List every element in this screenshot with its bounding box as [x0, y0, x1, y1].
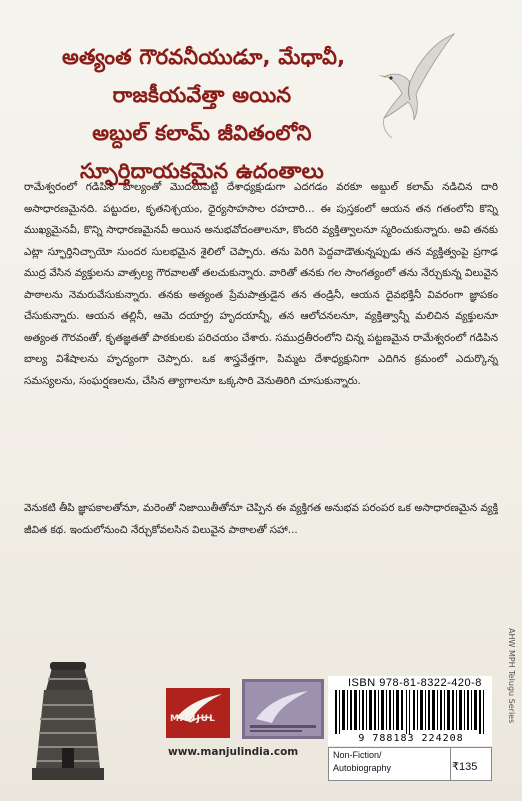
manjul-logo-text: MANJUL	[170, 714, 216, 724]
barcode-digits: 9 788183 224208	[358, 733, 464, 744]
barcode	[333, 690, 487, 734]
category-line-2: Autobiography	[333, 763, 392, 773]
description-paragraph-1: రామేశ్వరంలో గడిపిన బాల్యంతో మొదలుపెట్టి దేశాధ్యక్షుడుగా ఎదగడం వరకూ అబ్దుల్ కలామ్ నడిచిన దారి అసాధారణమైనది. పట్టుదల, కృతనిశ్చయం, ధైర్యసాహసాల రహదారి... ఈ పుస్తకంలో ఆయన తన గతంలోని కొన్ని ముఖ్యమైనవీ, కొన్ని సాధారణమైనవీ అయిన అనుభవోదంతాలనూ, కొందరి వ్యక్తిత్వాలనూ స్మరించుకున్నారు. అవి తనకు ఎట్లా స్ఫూర్తినిచ్చాయో సుందర సులభమైన శైలిలో చెప్పారు. తను పెరిగి పెద్దవాడౌతున్నప్పుడు తన వ్యక్తిత్వంపై ప్రగాఢ ముద్ర వేసిన వ్యక్తులను వాత్సల్య గౌరవాలతో తలచుకున్నారు. వారితో తనకు గల సాంగత్యంలో తను నేర్చుకున్న విలువైన పాఠాలను నెమరువేసుకున్నారు. తనకు అత్యంత ప్రేమపాత్రుడైన తన తండ్రినీ, ఆయన దైవభక్తినీ వివరంగా జ్ఞాపకం చేసుకున్నారు. ఆయన తల్లినీ, ఆమె దయార్ద్ర హృదయాన్నీ, తన ఆలోచనలనూ, వ్యక్తిత్వాన్నీ మలిచిన వ్యక్తులనూ అత్యంత గౌరవంతో, కృతజ్ఞతతో పాఠకులకు పరిచయం చేశారు. సముద్రతీరంలోని చిన్న పట్టణమైన రామేశ్వరంలో గడిపిన బాల్య విశేషాలను హృద్యంగా చెప్పారు. ఒక శాస్త్రవేత్తగా, పిమ్మట దేశాధ్యక్షునిగా ఎదిగిన క్రమంలో ఎదుర్కొన్న సమస్యలను, సంఘర్షణలను, చేసిన త్యాగాలనూ ఒక్కసారి వెనుతిరిగి చూసుకున్నారు.	[24, 181, 498, 387]
book-category	[333, 749, 391, 775]
headline	[62, 38, 346, 190]
isbn-number: ISBN 978-81-8322-420-8	[348, 677, 482, 689]
seagull-illustration	[356, 30, 456, 140]
price-divider	[450, 747, 451, 781]
manjul-publishing-badge	[242, 679, 324, 739]
book-price: ₹135	[452, 761, 478, 773]
headline-line-4: స్ఫూర్తిదాయకమైన ఉదంతాలు	[80, 159, 324, 183]
headline-line-3: అబ్దుల్ కలామ్ జీవితంలోని	[92, 121, 312, 145]
description-paragraph-2: వెనుకటి తీపి జ్ఞాపకాలతోనూ, మరెంతో నిజాయితీతోనూ చెప్పిన ఈ వ్యక్తిగత అనుభవ పరంపర ఒక అసాధారణమైన వ్యక్తి జీవిత కథ. ఇందులోనుంచి నేర్చుకోవలసిన విలువైన పాఠాలతో సహా...	[24, 502, 498, 536]
manjul-logo	[166, 688, 230, 738]
publisher-website-link[interactable]: www.manjulindia.com	[168, 746, 299, 758]
series-label: AHW MPH Telugu Series	[507, 628, 516, 724]
headline-line-2: రాజకీయవేత్తా అయిన	[112, 83, 292, 107]
headline-line-1: అత్యంత గౌరవనీయుడూ, మేధావీ,	[62, 45, 346, 69]
temple-tower-illustration	[28, 660, 108, 780]
category-line-1: Non-Fiction/	[333, 750, 382, 760]
